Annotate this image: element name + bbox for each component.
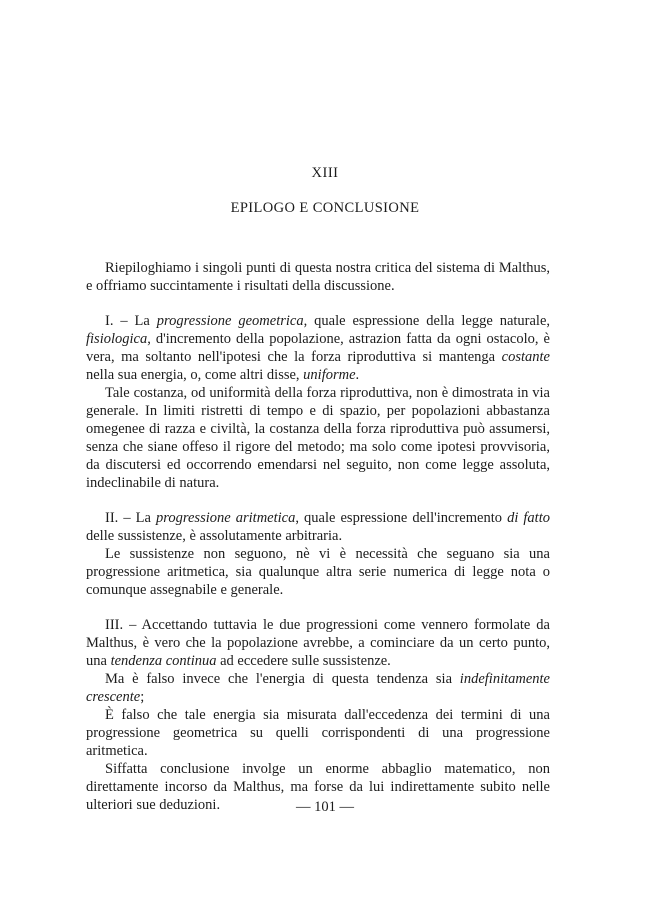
- section-3-paragraph-1: III. – Accettando tuttavia le due progressioni come vennero formolate da Malthus, è vero che la popolazione avrebbe, a cominciare da un certo punto, una tendenza continua ad eccedere sulle sussistenze.: [86, 617, 550, 669]
- section-1-paragraph-2: Tale costanza, od uniformità della forza riproduttiva, non è dimostrata in via generale. In limiti ristretti di tempo e di spazio, per popolazioni abbastanza omegenee di razza e civiltà, la costanza della forza riproduttiva può assumersi, senza che siane offeso il rigore del metodo; ma solo come ipotesi provvisoria, da discutersi ed occorrendo emendarsi nel seguito, non come legge assoluta, indeclinabile di natura.: [86, 385, 550, 491]
- section-3-paragraph-3: È falso che tale energia sia misurata dall'eccedenza dei termini di una progressione geometrica su quelli corrispondenti di una progressione aritmetica.: [86, 707, 550, 759]
- chapter-body: [86, 259, 550, 814]
- chapter-title: EPILOGO E CONCLUSIONE: [230, 200, 420, 216]
- section-3-paragraph-2: Ma è falso invece che l'energia di questa tendenza sia indefinitamente crescente;: [86, 671, 550, 705]
- section-3-paragraph-4: Siffatta conclusione involge un enorme abbaglio matematico, non direttamente incorso da Malthus, ma forse da lui indirettamente subito nelle ulteriori sue deduzioni.: [86, 761, 550, 813]
- section-2-paragraph-2: Le sussistenze non seguono, nè vi è necessità che seguano sia una progressione aritmetica, sia qualunque altra serie numerica di legge nota o comunque assegnabile e generale.: [86, 546, 550, 598]
- section-2-paragraph-1: II. – La progressione aritmetica, quale espressione dell'incremento di fatto delle sussistenze, è assolutamente arbitraria.: [86, 510, 550, 544]
- chapter-number: XIII: [311, 165, 339, 181]
- page-number: — 101 —: [296, 799, 354, 815]
- section-1-paragraph-1: I. – La progressione geometrica, quale espressione della legge naturale, fisiologica, d'incremento della popolazione, astrazion fatta da ogni ostacolo, è vera, ma soltanto nell'ipotesi che la forza riproduttiva si mantenga costante nella sua energia, o, come altri disse, uniforme.: [86, 313, 551, 383]
- intro-paragraph: Riepiloghiamo i singoli punti di questa nostra critica del sistema di Malthus, e offriamo succintamente i risultati della discussione.: [86, 260, 550, 294]
